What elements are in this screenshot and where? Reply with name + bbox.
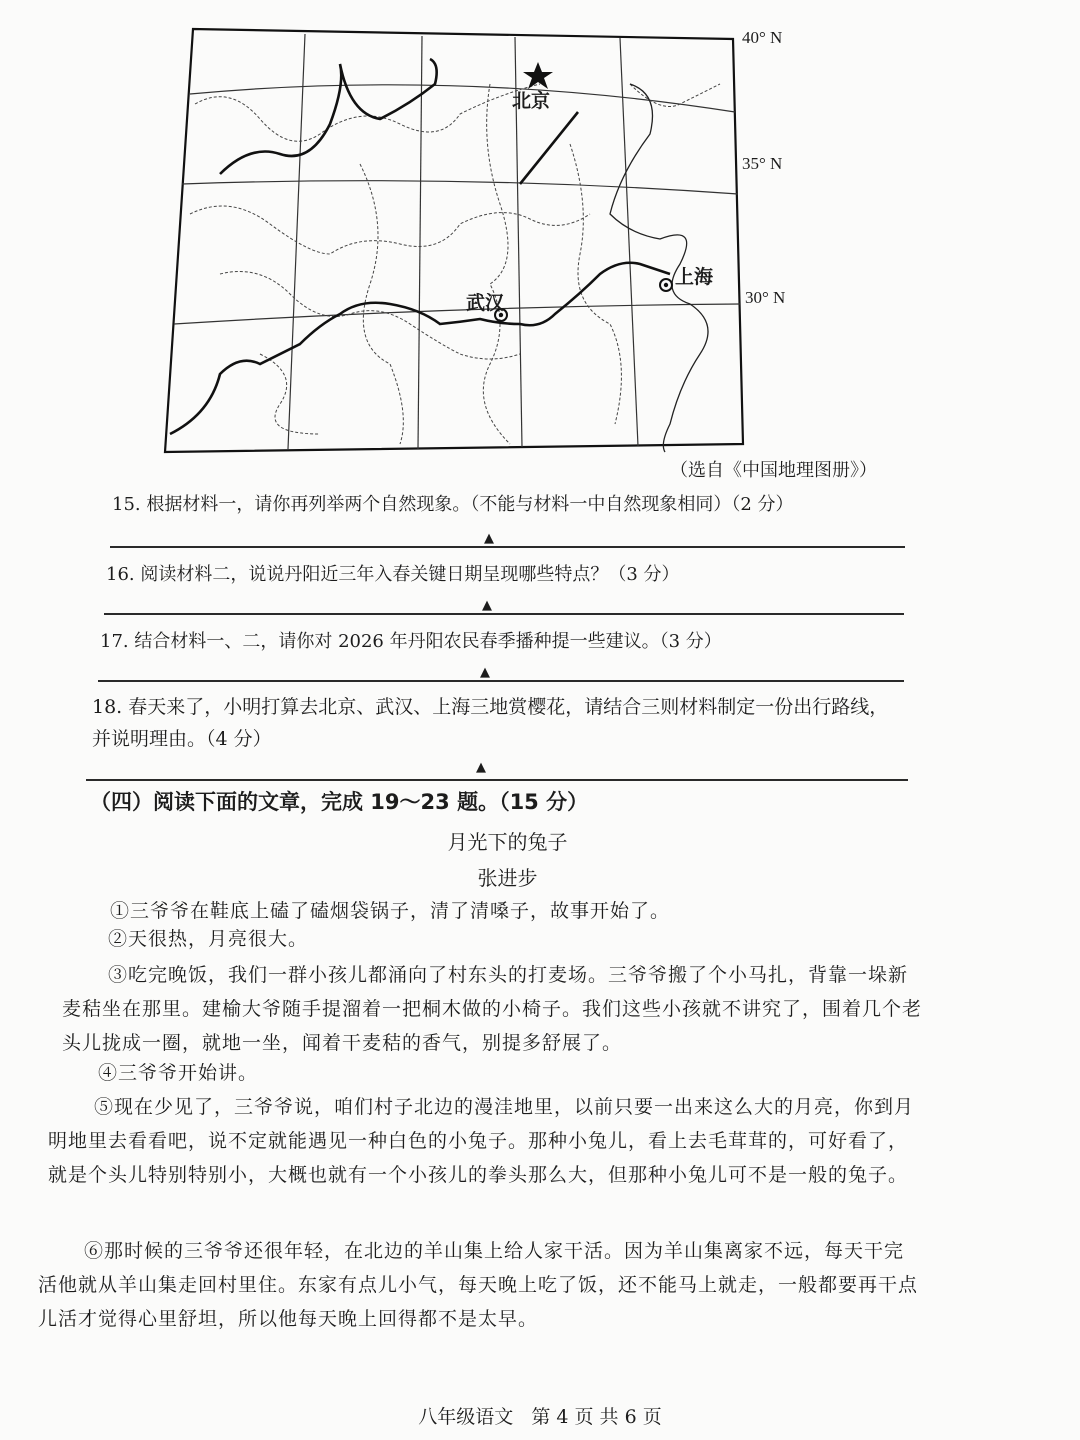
question-18: 18. 春天来了，小明打算去北京、武汉、上海三地赏樱花，请结合三则材料制定一份出行路线，并说明理由。（4 分） [92,696,889,750]
paragraph-5: ⑤现在少见了，三爷爷说，咱们村子北边的漫洼地里，以前只要一出来这么大的月亮，你到月明地里去看看吧，说不定就能遇见一种白色的小兔子。那种小兔儿，看上去毛茸茸的，可好看了，就是个头儿特别特别小，大概也就有一个小孩儿的拳头那么大，但那种小兔儿可不是一般的兔子。 [48,1096,915,1186]
map-caption: （选自《中国地理图册》） [670,460,877,481]
answer-line-15 [110,546,905,548]
answer-line-17 [98,680,904,682]
answer-line-16 [104,613,904,615]
china-map [160,24,810,464]
footer-page-number: 第 4 页 共 6 页 [531,1406,662,1428]
question-16: 16. 阅读材料二，说说丹阳近三年入春关键日期呈现哪些特点？（3 分） [106,564,680,585]
article-title: 月光下的兔子 [447,830,568,854]
paragraph-1: ①三爷爷在鞋底上磕了磕烟袋锅子，清了清嗓子，故事开始了。 [110,900,671,922]
map-figure [160,24,810,464]
answer-marker-icon: ▲ [476,760,486,775]
question-15: 15. 根据材料一，请你再列举两个自然现象。（不能与材料一中自然现象相同）（2 分） [112,494,794,515]
city-label-beijing: 北京 [512,90,551,112]
article-author: 张进步 [477,866,538,890]
footer-subject: 八年级语文 [418,1406,514,1428]
city-label-wuhan: 武汉 [466,292,505,314]
answer-marker-icon: ▲ [482,598,492,613]
paragraph-3: ③吃完晚饭，我们一群小孩儿都涌向了村东头的打麦场。三爷爷搬了个小马扎，背靠一垛新麦秸坐在那里。建榆大爷随手提溜着一把桐木做的小椅子。我们这些小孩就不讲究了，围着几个老头儿拢成一圈，就地一坐，闻着干麦秸的香气，别提多舒展了。 [62,964,923,1054]
city-label-shanghai: 上海 [675,266,714,288]
paragraph-2: ②天很热，月亮很大。 [108,928,309,950]
capital-star-icon [523,62,553,89]
answer-marker-icon: ▲ [480,665,490,680]
page-footer [0,1402,1080,1429]
lat-label-30: 30° N [745,288,786,307]
answer-marker-icon: ▲ [484,531,494,546]
lat-label-35: 35° N [742,154,783,173]
lat-label-40: 40° N [742,28,783,47]
paragraph-4: ④三爷爷开始讲。 [98,1062,259,1084]
answer-line-18 [86,779,908,781]
paragraph-6: ⑥那时候的三爷爷还很年轻，在北边的羊山集上给人家干活。因为羊山集离家不远，每天干完活他就从羊山集走回村里住。东家有点儿小气，每天晚上吃了饭，还不能马上就走，一般都要再干点儿活才觉得心里舒坦，所以他每天晚上回得都不是太早。 [38,1240,919,1330]
question-17: 17. 结合材料一、二，请你对 2026 年丹阳农民春季播种提一些建议。（3 分） [100,631,722,652]
section-heading: （四）阅读下面的文章，完成 19～23 题。（15 分） [90,790,589,814]
